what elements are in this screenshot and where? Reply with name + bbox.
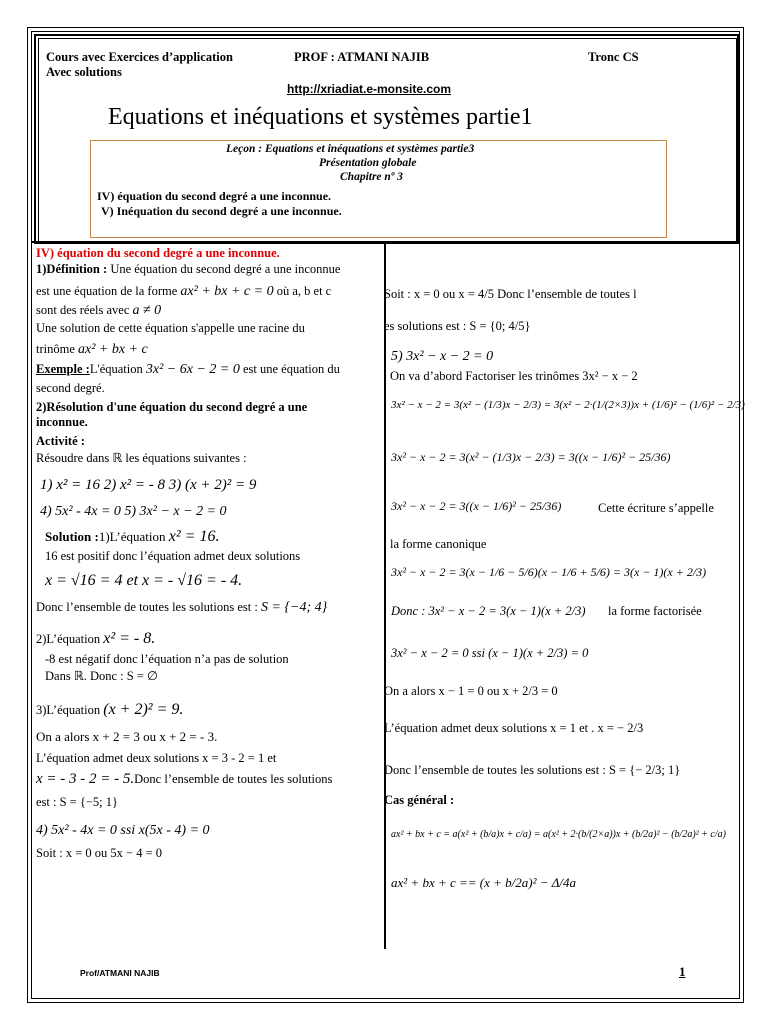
solution-3-text-4: Donc l’ensemble de toutes les solutions (134, 772, 333, 786)
general-case-label: Cas général : (384, 793, 455, 807)
definition-text-5: Une solution de cette équation s'appelle une racine du (36, 321, 305, 335)
solution-4-text: Soit : x = 0 ou 5x − 4 = 0 (36, 846, 163, 860)
lecon-line1: Leçon : Equations et inéquations et systèmes partie3 (226, 143, 475, 155)
solution-1-text: 1)L’équation (98, 529, 169, 544)
activity-text: Résoudre dans ℝ les équations suivantes : (36, 451, 247, 465)
solution-4-equation: 4) 5x² - 4x = 0 ssi x(5x - 4) = 0 (36, 823, 210, 838)
general-development: ax² + bx + c = a(x² + (b/a)x + c/a) = a(x² + 2·(b/(2×a))x + (b/2a)² − (b/2a)² + c/a) (391, 829, 726, 840)
trinome: ax² + bx + c (78, 342, 148, 357)
canonical-form: 3x² − x − 2 = 3((x − 1/6)² − 25/36) (391, 499, 562, 513)
site-link[interactable]: http://xriadiat.e-monsite.com (287, 82, 452, 96)
development-step-2: 3x² − x − 2 = 3(x² − (1/3)x − 2/3) = 3((x − 1/6)² − 25/36) (391, 450, 671, 464)
activity-label: Activité : (36, 434, 85, 448)
general-canonical-form: ax² + bx + c == (x + b/2a)² − Δ/4a (391, 875, 577, 890)
solution-1-set: S = {−4; 4} (260, 600, 328, 615)
example-text-2: est une équation du (239, 362, 340, 376)
solution-2-equation: x² = - 8. (103, 630, 156, 647)
solution-2-text-2: -8 est négatif donc l’équation n’a pas de solution (45, 652, 289, 666)
solution-3-set: est : S = {−5; 1} (36, 795, 119, 809)
equations-row-1: 1) x² = 16 2) x² = - 8 3) (x + 2)² = 9 (40, 477, 257, 493)
solution-3-text: 3)L’équation (36, 703, 104, 717)
section-heading: IV) équation du second degré a une inconnue. (36, 246, 280, 260)
development-step-1: 3x² − x − 2 = 3(x² − (1/3)x − 2/3) = 3(x² − 2·(1/(2×3))x + (1/6)² − (1/6)² − 2/3) (391, 399, 745, 411)
product-equation: 3x² − x − 2 = 0 ssi (x − 1)(x + 2/3) = 0 (391, 646, 589, 660)
roots-text: L’équation admet deux solutions x = 1 et . x = − 2/3 (384, 721, 644, 735)
right-line-1: Soit : x = 0 ou x = 4/5 Donc l’ensemble de toutes l (384, 287, 637, 301)
solution-1-roots: x = √16 = 4 et x = - √16 = - 4. (45, 572, 243, 589)
solution-3-text-3: L’équation admet deux solutions x = 3 - 2 = 1 et (36, 751, 277, 765)
page-title: Equations et inéquations et systèmes partie1 (108, 104, 533, 130)
solution-5-set: Donc l’ensemble de toutes les solutions est : S = {− 2/3; 1} (384, 763, 681, 777)
solution-3-text-2: On a alors x + 2 = 3 ou x + 2 = - 3. (36, 729, 218, 744)
definition-text: Une équation du second degré a une inconnue (107, 262, 341, 276)
solution-1-text-2: 16 est positif donc l’équation admet deux solutions (45, 549, 301, 563)
course-type: Cours avec Exercices d’application (46, 50, 233, 64)
canonical-label: la forme canonique (390, 537, 487, 551)
prof-name: PROF : ATMANI NAJIB (294, 50, 430, 64)
example-equation: 3x² − 6x − 2 = 0 (145, 362, 240, 377)
example-label: Exemple : (36, 362, 90, 376)
example-text-3: second degré. (36, 381, 105, 395)
level: Tronc CS (588, 50, 639, 64)
right-line-2: es solutions est : S = {0; 4/5} (384, 319, 531, 333)
solution-1-set-text: Donc l’ensemble de toutes les solutions est : (36, 600, 261, 614)
factorize-text: On va d’abord Factoriser les trinômes 3x² − x − 2 (390, 369, 638, 383)
product-cases: On a alors x − 1 = 0 ou x + 2/3 = 0 (384, 684, 558, 698)
solution-1-equation: x² = 16. (168, 528, 220, 545)
factorized-label: la forme factorisée (608, 604, 702, 618)
equations-row-2: 4) 5x² - 4x = 0 5) 3x² − x − 2 = 0 (40, 504, 227, 519)
equation-5: 5) 3x² − x − 2 = 0 (391, 349, 494, 364)
solution-2-set: Dans ℝ. Donc : S = ∅ (45, 669, 158, 683)
lecon-line2: Présentation globale (319, 157, 417, 169)
lecon-item-4: IV) équation du second degré a une inconnue. (97, 189, 332, 203)
solution-label: Solution : (45, 529, 99, 544)
solution-3-root: x = - 3 - 2 = - 5. (36, 771, 135, 787)
factorized-form: Donc : 3x² − x − 2 = 3(x − 1)(x + 2/3) (391, 604, 586, 618)
definition-text-4: sont des réels avec (36, 303, 133, 317)
example-text: L'équation (89, 362, 146, 376)
solution-2-text: 2)L’équation (36, 632, 104, 646)
definition-text-2: est une équation de la forme (36, 284, 181, 298)
resolution-heading-2: inconnue. (36, 415, 88, 429)
definition-text-3: où a, b et c (273, 284, 332, 298)
resolution-heading: 2)Résolution d'une équation du second degré a une (36, 400, 308, 414)
lecon-item-5: V) Inéquation du second degré a une inconnue. (101, 204, 342, 218)
column-divider (384, 243, 386, 949)
factorization-step: 3x² − x − 2 = 3(x − 1/6 − 5/6)(x − 1/6 + 5/6) = 3(x − 1)(x + 2/3) (391, 565, 707, 579)
definition-text-6: trinôme (36, 342, 79, 356)
general-form: ax² + bx + c = 0 (180, 284, 274, 299)
canonical-text: Cette écriture s’appelle (598, 501, 714, 515)
course-subtype: Avec solutions (46, 65, 122, 79)
solution-3-equation: (x + 2)² = 9. (103, 701, 184, 718)
lecon-line3: Chapitre nº 3 (340, 171, 403, 183)
definition-label: 1)Définition : (36, 262, 108, 276)
footer-author: Prof/ATMANI NAJIB (80, 968, 160, 978)
a-nonzero: a ≠ 0 (132, 303, 162, 318)
page-number: 1 (679, 964, 686, 979)
